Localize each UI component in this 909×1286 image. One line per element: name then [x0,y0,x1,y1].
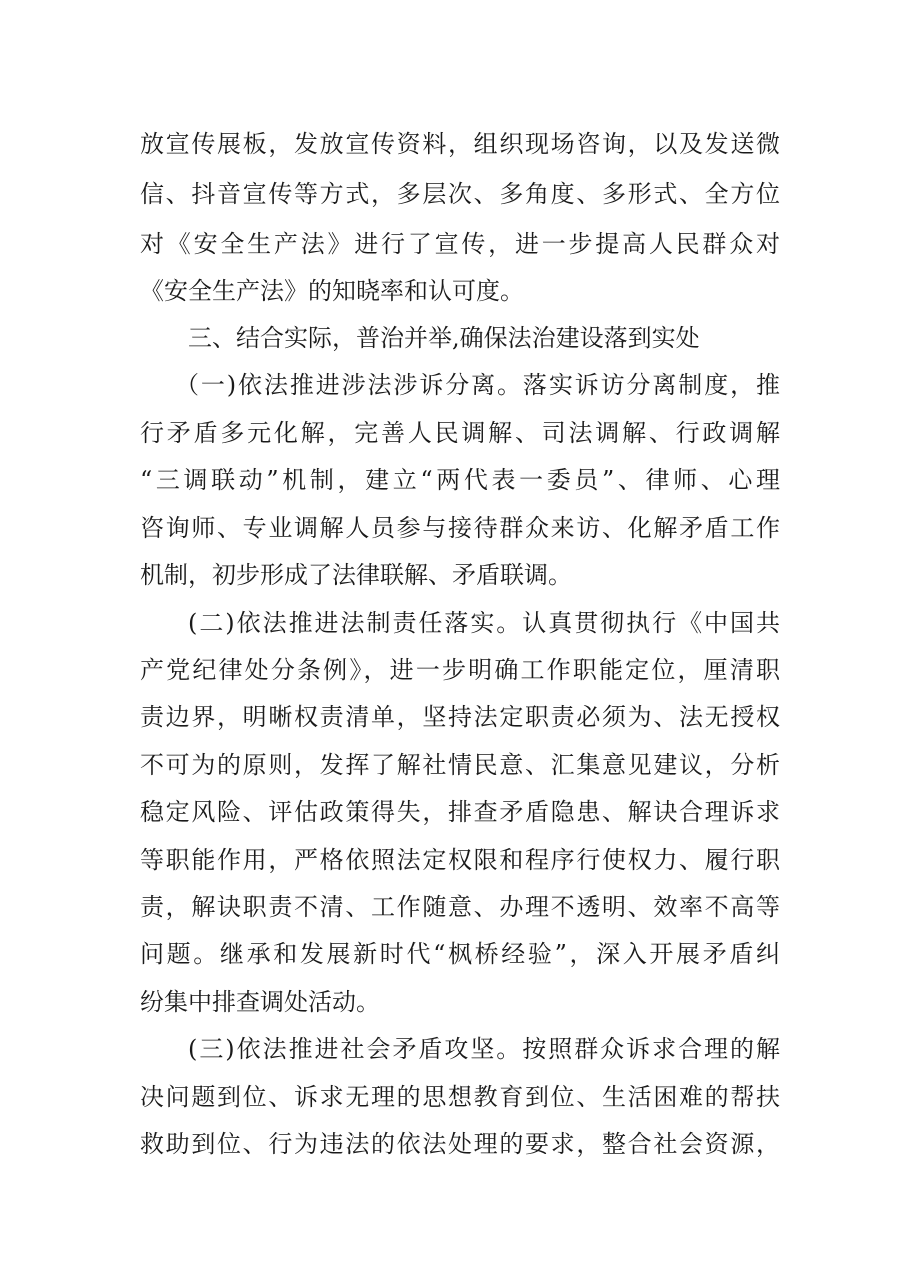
body-text-line: 机制，初步形成了法律联解、矛盾联调。 [140,561,572,589]
body-text-line: 责边界，明晰权责清单，坚持法定职责必须为、法无授权 [140,703,780,731]
body-text-line: 信、抖音宣传等方式，多层次、多角度、多形式、全方位 [140,180,780,208]
body-text-line: 纷集中排查调处活动。 [140,988,380,1016]
paragraph-first-line: (二)依法推进法制责任落实。认真贯彻执行《中国共 [188,609,780,637]
body-text-line: 问题。继承和发展新时代“枫桥经验”，深入开展矛盾纠 [140,940,780,968]
body-text-line: “三调联动”机制，建立“两代表一委员”、律师、心理 [140,466,780,494]
body-text-line: 《安全生产法》的知晓率和认可度。 [140,277,524,305]
body-text-line: 决问题到位、诉求无理的思想教育到位、生活困难的帮扶 [140,1083,780,1111]
body-text-line: 产党纪律处分条例》，进一步明确工作职能定位，厘清职 [140,656,780,684]
paragraph-first-line: (三)依法推进社会矛盾攻坚。按照群众诉求合理的解 [188,1035,780,1063]
body-text-line: 救助到位、行为违法的依法处理的要求，整合社会资源， [140,1130,780,1158]
body-text-line: 对《安全生产法》进行了宣传，进一步提高人民群众对 [140,230,780,258]
body-text-line: 不可为的原则，发挥了解社情民意、汇集意见建议，分析 [140,751,780,779]
body-text-line: 等职能作用，严格依照法定权限和程序行使权力、履行职 [140,846,780,874]
body-text-line: 行矛盾多元化解，完善人民调解、司法调解、行政调解 [140,419,780,447]
body-text-line: 放宣传展板，发放宣传资料，组织现场咨询，以及发送微 [140,130,780,158]
body-text-line: 稳定风险、评估政策得失，排查矛盾隐患、解诀合理诉求 [140,798,780,826]
section-heading: 三、结合实际，普治并举,确保法治建设落到实处 [188,324,700,352]
body-text-line: 咨询师、专业调解人员参与接待群众来访、化解矛盾工作 [140,514,780,542]
body-text-line: 责，解诀职责不清、工作随意、办理不透明、效率不高等 [140,893,780,921]
paragraph-first-line: （一)依法推进涉法涉诉分离。落实诉访分离制度，推 [175,371,780,399]
